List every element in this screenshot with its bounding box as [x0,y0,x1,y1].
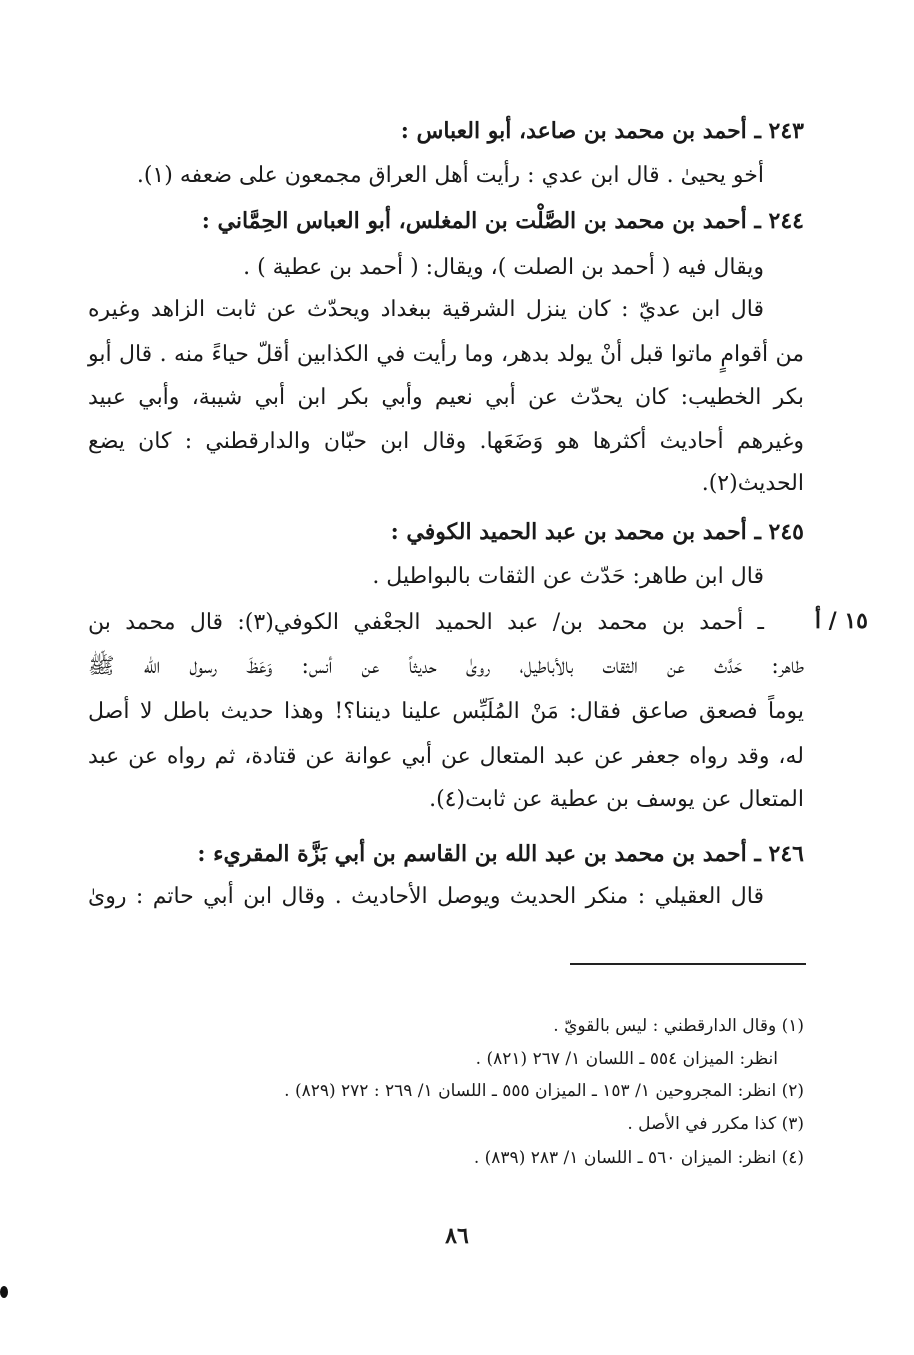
entry-246-text: قال العقيلي : منكر الحديث ويوصل الأحاديث . وقال ابن أبي حاتم : روىٰ [88,884,764,909]
entry-244-line-4: بكر الخطيب: كان يحدّث عن أبي نعيم وأبي بكر ابن أبي شيبة، وأبي عبيد [88,385,804,410]
footnote-3: (٣) كذا مكرر في الأصل . [627,1114,804,1134]
footnote-2: (٢) انظر: المجروحين ١/ ١٥٣ ـ الميزان ٥٥٥ ـ اللسان ١/ ٢٦٩ : ٢٧٢ (٨٢٩) . [284,1081,804,1101]
unnumbered-entry-line-3: يوماً فصعق صاعق فقال: مَنْ المُلَبِّس علينا ديننا؟! وهذا حديث باطل لا أصل [88,699,804,724]
entry-245-text: قال ابن طاهر: حَدّث عن الثقات بالبواطيل . [372,564,764,589]
entry-244-line-3: من أقوامٍ ماتوا قبل أنْ يولد بدهر، وما رأيت في الكذابين أقلّ حياءً منه . قال أبو [88,342,804,367]
entry-244-line-5: وغيرهم أحاديث أكثرها هو وَضَعَها. وقال ابن حبّان والدارقطني : كان يضع [88,429,804,454]
entry-244-line-2: قال ابن عديّ : كان ينزل الشرقية ببغداد ويحدّث عن ثابت الزاهد وغيره [88,297,764,322]
page-number: ٨٦ [445,1223,469,1249]
footnote-1: (١) وقال الدارقطني : ليس بالقويّ . [553,1016,804,1036]
entry-246-heading: ٢٤٦ ـ أحمد بن محمد بن عبد الله بن القاسم بن أبي بَزَّة المقريء : [197,841,804,867]
unnumbered-entry-line-4: له، وقد رواه جعفر عن عبد المتعال عن أبي عوانة عن قتادة، ثم رواه عن عبد [88,744,804,769]
entry-243-text: أخو يحيىٰ . قال ابن عدي : رأيت أهل العراق مجمعون على ضعفه (١). [136,163,764,188]
scan-speck [0,1286,8,1298]
entry-244-line-6: الحديث(٢). [701,471,804,496]
entry-244-heading: ٢٤٤ ـ أحمد بن محمد بن الصَّلْت بن المغلس، أبو العباس الحِمَّاني : [201,208,804,234]
footnote-1-reference: انظر: الميزان ٥٥٤ ـ اللسان ١/ ٢٦٧ (٨٢١) . [475,1049,778,1069]
footnote-4: (٤) انظر: الميزان ٥٦٠ ـ اللسان ١/ ٢٨٣ (٨٣٩) . [473,1148,804,1168]
entry-244-line-1: ويقال فيه ( أحمد بن الصلت )، ويقال: ( أحمد بن عطية ) . [243,255,764,280]
unnumbered-entry-line-1: ـ أحمد بن محمد بن/ عبد الحميد الجعْفي الكوفي(٣): قال محمد بن [88,610,764,635]
unnumbered-entry-line-5: المتعال عن يوسف بن عطية عن ثابت(٤). [429,787,804,812]
footnote-divider [570,963,806,965]
entry-243-heading: ٢٤٣ ـ أحمد بن محمد بن صاعد، أبو العباس : [400,118,804,144]
unnumbered-entry-line-2: طاهر: حَدَّث عن الثقات بالأباطيل، روىٰ حديثاً عن أنس: وَعَظَ رسول الله ﷺ [88,654,804,679]
entry-245-heading: ٢٤٥ ـ أحمد بن محمد بن عبد الحميد الكوفي : [390,519,804,545]
folio-margin-note: ١٥ / أ [814,608,868,634]
